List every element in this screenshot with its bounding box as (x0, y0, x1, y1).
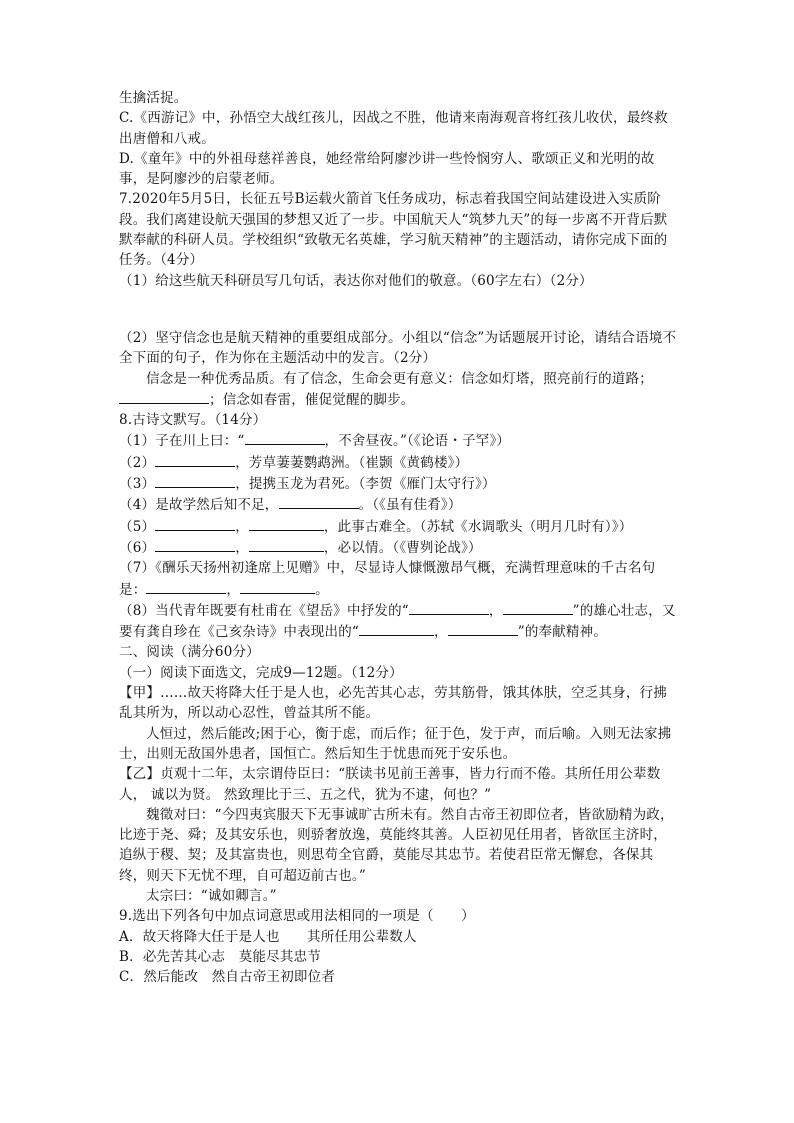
question-7-2: （2）坚守信念也是航天精神的重要组成部分。小组以“信念”为话题展开讨论，请结合语境不全下面的句子，作为你在主题活动中的发言。（2分） (119, 329, 677, 367)
document-page (119, 88, 679, 987)
fill-blank[interactable] (503, 600, 573, 615)
fill-blank[interactable] (146, 579, 226, 594)
passage-yi: 【乙】贞观十二年，太宗谓侍臣曰：“朕读书见前王善事，皆力行而不倦。其所任用公辈数人， 诚以为贤。 然致理比于三、五之代，犹为不逮，何也？” (119, 766, 661, 803)
fill-blank[interactable] (279, 494, 359, 509)
passage-yi-2: 魏徵对曰：“今四夷宾服天下无事诚旷古所未有。然自古帝王初即位者，皆欲励精为政，比迹于尧、舜；及其安乐也，则骄奢放逸，莫能终其善。人臣初见任用者，皆欲匡主济时，追纵于稷、契；及其富贵也，则思苟全官爵，莫能尽其忠节。若使君臣常无懈怠，各保其终，则天下无忧不理，自可超迈前古也。” (119, 806, 674, 884)
passage-yi-3: 太宗曰：“诚如卿言。” (146, 887, 277, 904)
option-c-2: C．然后能改 然自古帝王初即位者 (119, 969, 336, 986)
fill-blank[interactable] (245, 430, 325, 445)
question-8-4: （4）是故学然后知不足， 。（《虽有佳肴》） (119, 494, 679, 515)
question-7-2-sentence: 信念是一种优秀品质。有了信念，生命会更有意义：信念如灯塔，照亮前行的道路；；信念如春雷，催促觉醒的脚步。 (119, 369, 679, 411)
option-d: D.《童年》中的外祖母慈祥善良，她经常给阿廖沙讲一些怜悯穷人、歌颂正义和光明的故事，是阿廖沙的启蒙老师。 (119, 150, 655, 188)
fill-blank[interactable] (119, 389, 209, 404)
question-8-6: （6） ， ，必以情。（《曹刿论战》） (119, 537, 679, 558)
question-8: 8.古诗文默写。（14分） (119, 412, 267, 429)
option-a: A．故天将降大任于是人也 其所任用公辈数人 (119, 928, 417, 945)
subsection-heading: （一）阅读下面选文，完成9—12题。（12分） (119, 664, 403, 681)
fill-blank[interactable] (249, 516, 324, 531)
fill-blank[interactable] (155, 473, 235, 488)
fill-blank[interactable] (359, 621, 434, 636)
question-8-8: （8）当代青年既要有杜甫在《望岳》中抒发的“ ， ”的雄心壮志，又要有龚自珍在《己亥杂诗》中表现出的“ ， ”的奉献精神。 (119, 600, 679, 643)
fill-blank[interactable] (155, 452, 235, 467)
fill-blank[interactable] (249, 537, 324, 552)
question-7-1: （1）给这些航天科研员写几句话，表达你对他们的敬意。（60字左右）（2分） (119, 272, 593, 289)
fill-blank[interactable] (409, 600, 489, 615)
answer-space (119, 291, 679, 328)
question-7: 7.2020年5月5日，长征五号B运载火箭首飞任务成功，标志着我国空间站建设进入实质阶段。我们离建设航天强国的梦想又近了一步。中国航天人“筑梦九天”的每一步离不开背后默默奉献的科研人员。学校组织“致敬无名英雄，学习航天精神”的主题活动，请你完成下面的任务。（4分） (119, 191, 668, 269)
question-8-1: （1）子在川上曰：“ ，不舍昼夜。”（《论语・子罕》） (119, 430, 679, 451)
question-9: 9.选出下列各句中加点词意思或用法相同的一项是（ ） (119, 908, 475, 925)
passage-jia-2: 人恒过，然后能改;困于心，衡于虑，而后作；征于色，发于声，而后喻。入则无法家拂士，出则无敌国外患者，国恒亡。然后知生于忧患而死于安乐也。 (119, 725, 672, 762)
fill-blank[interactable] (155, 537, 235, 552)
fill-blank[interactable] (155, 516, 235, 531)
fill-blank[interactable] (240, 579, 315, 594)
question-8-7: （7）《酬乐天扬州初逢席上见赠》中，尽显诗人慷慨激昂气概，充满哲理意味的千古名句是： ， 。 (119, 560, 656, 598)
question-8-3: （3） ，提携玉龙为君死。（李贺《雁门太守行》） (119, 473, 679, 494)
section-heading: 二、阅读（满分60分） (119, 644, 260, 661)
option-b: B．必先苦其心志 莫能尽其忠节 (119, 948, 321, 965)
passage-jia: 【甲】……故天将降大任于是人也，必先苦其心志，劳其筋骨，饿其体肤，空乏其身，行拂乱其所为，所以动心忍性，曾益其所不能。 (119, 685, 667, 722)
fill-blank[interactable] (448, 621, 518, 636)
question-8-2: （2） ，芳草萋萋鹦鹉洲。（崔颢《黄鹤楼》） (119, 452, 679, 473)
option-c: C.《西游记》中，孙悟空大战红孩儿，因战之不胜，他请来南海观音将红孩儿收伏，最终救出唐僧和八戒。 (119, 110, 668, 147)
text-line: 生擒活捉。 (119, 90, 188, 106)
question-8-5: （5） ， ，此事古难全。（苏轼《水调歌头（明月几时有）》） (119, 516, 679, 537)
